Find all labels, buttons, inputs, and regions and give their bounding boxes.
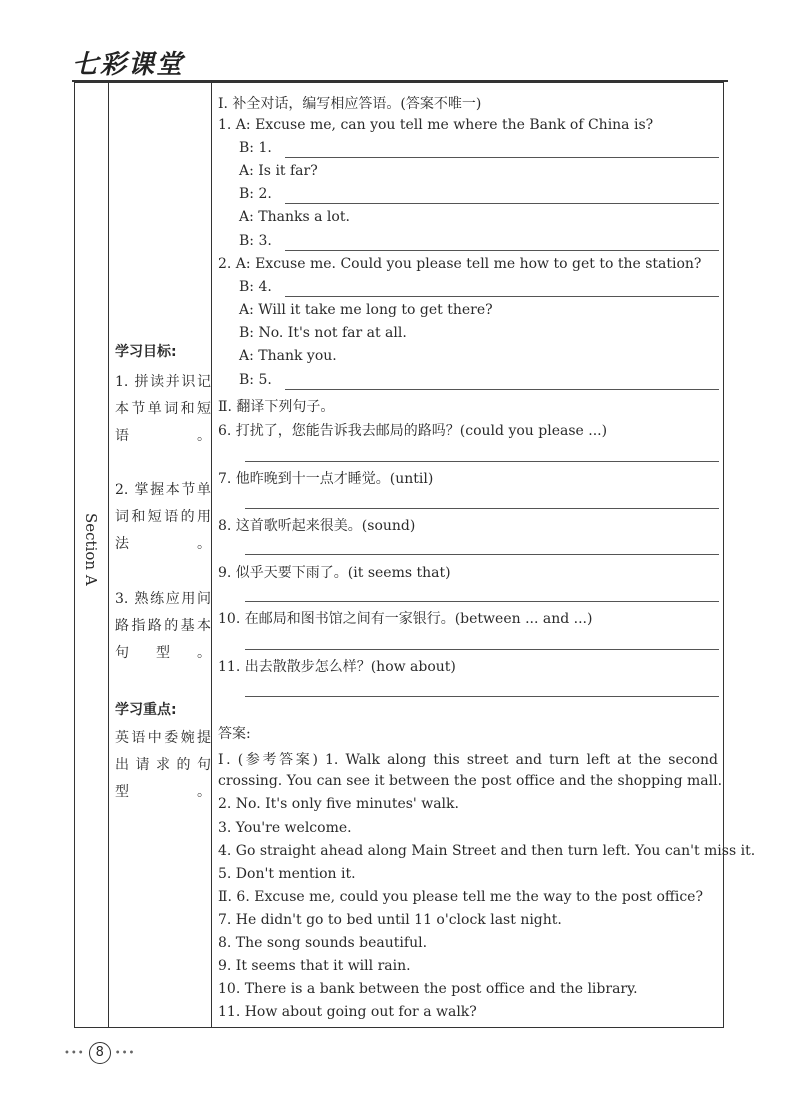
answer-blank[interactable] [245,696,719,697]
answer-line: 2. No. It's only five minutes' walk. [218,796,459,812]
worksheet-table [74,82,756,1028]
page-footer [64,1042,135,1064]
dialogue-line: B: 2. [239,186,272,202]
answer-line: 10. There is a bank between the post office and the library. [218,981,638,997]
page-number: 8 [89,1042,111,1064]
answer-blank[interactable] [245,508,719,509]
dialogue-line: A: Will it take me long to get there? [239,302,493,318]
answer-line: 5. Don't mention it. [218,866,356,882]
goal-item: 2. 掌握本节单词和短语的用法。 [115,482,211,552]
goal-item: 3. 熟练应用问路指路的基本句型。 [115,591,211,661]
dialogue-line: B: No. It's not far at all. [239,325,407,341]
answer-blank[interactable] [285,296,719,297]
answer-blank[interactable] [245,601,719,602]
translation-item: 8. 这首歌听起来很美。(sound) [218,518,416,534]
publisher-logo: 七彩课堂 [72,50,185,80]
focus-text: 英语中委婉提出请求的句型。 [115,730,211,800]
section-label: Section A [82,513,100,586]
dialogue-line: B: 1. [239,140,272,156]
dialogue-line: B: 3. [239,233,272,249]
answer-blank[interactable] [245,649,719,650]
answer-line: 11. How about going out for a walk? [218,1004,477,1020]
dialogue-line: A: Is it far? [239,163,318,179]
footer-dots-left: ••• [64,1047,85,1059]
dialogue-line: 1. A: Excuse me, can you tell me where the Bank of China is? [218,117,654,133]
translation-item: 9. 似乎天要下雨了。(it seems that) [218,565,451,581]
translation-item: 7. 他昨晚到十一点才睡觉。(until) [218,471,434,487]
answers-title: 答案: [218,726,251,742]
answer-line: Ⅰ. (参考答案) 1. Walk along this street and turn left at the second [218,752,718,768]
part2-title: Ⅱ. 翻译下列句子。 [218,399,335,415]
answer-blank[interactable] [285,389,719,390]
goals-title: 学习目标: [115,344,177,360]
dialogue-line: B: 4. [239,279,272,295]
goals-column [108,83,212,1027]
part1-title: Ⅰ. 补全对话，编写相应答语。(答案不唯一) [218,96,482,112]
answer-blank[interactable] [285,250,719,251]
dialogue-line: B: 5. [239,372,272,388]
dialogue-line: A: Thanks a lot. [239,209,350,225]
answer-blank[interactable] [285,157,719,158]
answer-blank[interactable] [285,203,719,204]
footer-dots-right: ••• [114,1047,136,1059]
translation-item: 11. 出去散散步怎么样？(how about) [218,659,456,675]
goal-item: 1. 拼读并识记本节单词和短语。 [115,374,211,444]
answer-line: 3. You're welcome. [218,820,352,836]
answer-blank[interactable] [245,461,719,462]
answer-line: 8. The song sounds beautiful. [218,935,428,951]
translation-item: 6. 打扰了，您能告诉我去邮局的路吗？(could you please ...) [218,423,608,439]
dialogue-line: A: Thank you. [239,348,337,364]
focus-title: 学习重点: [115,702,177,718]
answer-line: crossing. You can see it between the post office and the shopping mall. [218,773,723,789]
answer-line: 9. It seems that it will rain. [218,958,411,974]
answer-line: 4. Go straight ahead along Main Street and then turn left. You can't miss it. [218,843,756,859]
answer-line: Ⅱ. 6. Excuse me, could you please tell me the way to the post office? [218,889,703,905]
dialogue-line: 2. A: Excuse me. Could you please tell me how to get to the station? [218,256,702,272]
answer-blank[interactable] [245,554,719,555]
translation-item: 10. 在邮局和图书馆之间有一家银行。(between ... and ...) [218,611,593,627]
answer-line: 7. He didn't go to bed until 11 o'clock last night. [218,912,562,928]
section-column [75,83,109,1027]
